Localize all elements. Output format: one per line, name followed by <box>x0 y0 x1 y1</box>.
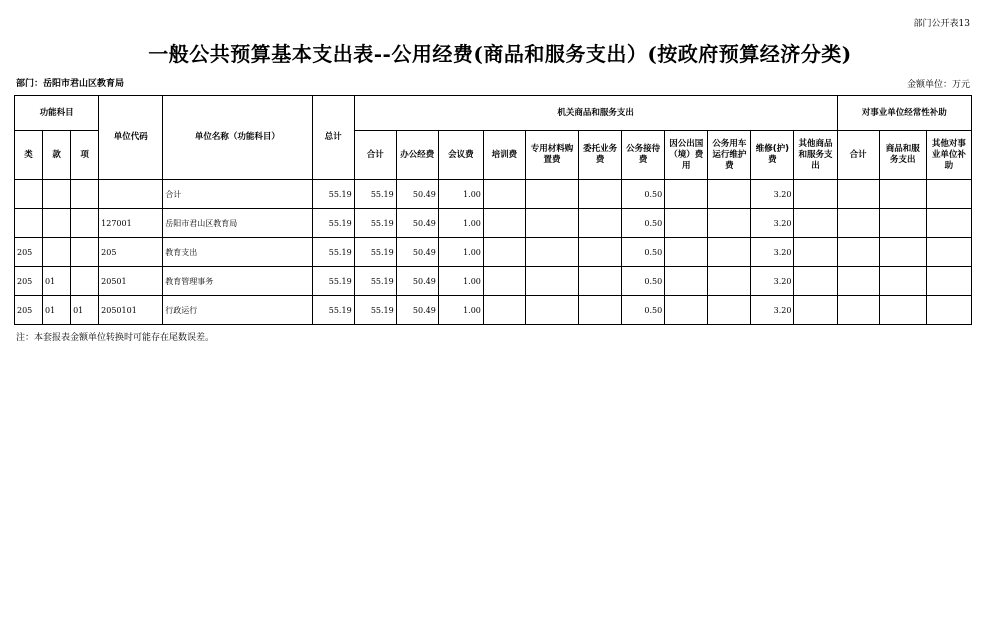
cell-abroad <box>665 296 708 325</box>
header-subsidy-group: 对事业单位经常性补助 <box>837 96 971 131</box>
cell-entrusted <box>579 238 622 267</box>
cell-meeting: 1.00 <box>438 180 483 209</box>
cell-xiang <box>71 209 99 238</box>
cell-sub-subtotal <box>837 209 879 238</box>
cell-sub-other <box>926 296 971 325</box>
footnote: 注：本套报表金额单位转换时可能存在尾数误差。 <box>16 333 215 343</box>
page-title: 一般公共预算基本支出表--公用经费(商品和服务支出）(按政府预算经济分类) <box>148 42 852 66</box>
header-sub-other: 其他对事业单位补助 <box>926 131 971 180</box>
table-row <box>15 180 972 209</box>
cell-sub-goods <box>879 296 926 325</box>
cell-name: 教育支出 <box>163 238 312 267</box>
table-row <box>15 238 972 267</box>
cell-sub-other <box>926 209 971 238</box>
cell-xiang: 01 <box>71 296 99 325</box>
header-unit-name: 单位名称（功能科目） <box>163 96 312 180</box>
cell-total: 55.19 <box>312 296 354 325</box>
department-label: 部门：岳阳市君山区教育局 <box>16 79 125 89</box>
cell-name: 岳阳市君山区教育局 <box>163 209 312 238</box>
cell-office: 50.49 <box>396 267 438 296</box>
cell-sub-goods <box>879 238 926 267</box>
cell-sub-other <box>926 180 971 209</box>
amount-unit-label: 金额单位：万元 <box>906 80 970 90</box>
cell-total: 55.19 <box>312 180 354 209</box>
cell-sub-subtotal <box>837 180 879 209</box>
header-office: 办公经费 <box>396 131 438 180</box>
cell-lei: 205 <box>15 296 43 325</box>
cell-xiang <box>71 238 99 267</box>
cell-materials <box>525 209 578 238</box>
header-lei: 类 <box>15 131 43 180</box>
cell-total: 55.19 <box>312 238 354 267</box>
cell-vehicle <box>708 296 751 325</box>
cell-abroad <box>665 209 708 238</box>
header-entrusted: 委托业务费 <box>579 131 622 180</box>
cell-sub-goods <box>879 209 926 238</box>
table-row <box>15 209 972 238</box>
cell-sub-goods <box>879 180 926 209</box>
cell-vehicle <box>708 209 751 238</box>
cell-sub-subtotal <box>837 267 879 296</box>
cell-total: 55.19 <box>312 267 354 296</box>
cell-code <box>99 180 163 209</box>
cell-training <box>483 180 525 209</box>
cell-lei: 205 <box>15 238 43 267</box>
cell-name: 教育管理事务 <box>163 267 312 296</box>
cell-training <box>483 238 525 267</box>
cell-subtotal: 55.19 <box>354 180 396 209</box>
cell-maintenance: 3.20 <box>751 238 794 267</box>
cell-vehicle <box>708 267 751 296</box>
cell-materials <box>525 180 578 209</box>
cell-kuan <box>43 209 71 238</box>
budget-table <box>14 95 972 325</box>
cell-kuan: 01 <box>43 267 71 296</box>
cell-name: 行政运行 <box>163 296 312 325</box>
header-total: 总计 <box>312 96 354 180</box>
form-number: 部门公开表13 <box>913 19 970 29</box>
cell-sub-subtotal <box>837 296 879 325</box>
header-training: 培训费 <box>483 131 525 180</box>
cell-kuan <box>43 180 71 209</box>
cell-materials <box>525 267 578 296</box>
header-sub-subtotal: 合计 <box>837 131 879 180</box>
cell-materials <box>525 296 578 325</box>
table-row <box>15 267 972 296</box>
cell-xiang <box>71 267 99 296</box>
cell-code: 127001 <box>99 209 163 238</box>
cell-other-goods <box>794 180 837 209</box>
header-abroad: 因公出国（境）费用 <box>665 131 708 180</box>
cell-code: 205 <box>99 238 163 267</box>
cell-other-goods <box>794 209 837 238</box>
cell-subtotal: 55.19 <box>354 209 396 238</box>
cell-subtotal: 55.19 <box>354 267 396 296</box>
cell-office: 50.49 <box>396 238 438 267</box>
header-func-subject: 功能科目 <box>15 96 99 131</box>
cell-sub-other <box>926 267 971 296</box>
cell-reception: 0.50 <box>622 267 665 296</box>
cell-meeting: 1.00 <box>438 267 483 296</box>
header-vehicle: 公务用车运行维护费 <box>708 131 751 180</box>
cell-lei: 205 <box>15 267 43 296</box>
cell-meeting: 1.00 <box>438 209 483 238</box>
cell-entrusted <box>579 209 622 238</box>
cell-sub-subtotal <box>837 238 879 267</box>
cell-entrusted <box>579 296 622 325</box>
cell-sub-goods <box>879 267 926 296</box>
cell-training <box>483 267 525 296</box>
cell-maintenance: 3.20 <box>751 296 794 325</box>
cell-kuan: 01 <box>43 296 71 325</box>
cell-lei <box>15 180 43 209</box>
header-other-goods: 其他商品和服务支出 <box>794 131 837 180</box>
cell-xiang <box>71 180 99 209</box>
cell-subtotal: 55.19 <box>354 238 396 267</box>
header-subtotal: 合计 <box>354 131 396 180</box>
cell-lei <box>15 209 43 238</box>
cell-total: 55.19 <box>312 209 354 238</box>
cell-kuan <box>43 238 71 267</box>
cell-reception: 0.50 <box>622 238 665 267</box>
cell-maintenance: 3.20 <box>751 209 794 238</box>
cell-office: 50.49 <box>396 180 438 209</box>
cell-materials <box>525 238 578 267</box>
header-meeting: 会议费 <box>438 131 483 180</box>
cell-meeting: 1.00 <box>438 238 483 267</box>
cell-sub-other <box>926 238 971 267</box>
header-xiang: 项 <box>71 131 99 180</box>
cell-abroad <box>665 238 708 267</box>
cell-training <box>483 296 525 325</box>
cell-entrusted <box>579 267 622 296</box>
cell-training <box>483 209 525 238</box>
cell-office: 50.49 <box>396 209 438 238</box>
cell-entrusted <box>579 180 622 209</box>
cell-other-goods <box>794 238 837 267</box>
cell-reception: 0.50 <box>622 180 665 209</box>
cell-meeting: 1.00 <box>438 296 483 325</box>
table-row <box>15 296 972 325</box>
cell-abroad <box>665 180 708 209</box>
cell-other-goods <box>794 296 837 325</box>
cell-code: 20501 <box>99 267 163 296</box>
cell-subtotal: 55.19 <box>354 296 396 325</box>
cell-office: 50.49 <box>396 296 438 325</box>
cell-reception: 0.50 <box>622 209 665 238</box>
cell-reception: 0.50 <box>622 296 665 325</box>
cell-name: 合计 <box>163 180 312 209</box>
header-materials: 专用材料购置费 <box>525 131 578 180</box>
cell-maintenance: 3.20 <box>751 180 794 209</box>
header-unit-code: 单位代码 <box>99 96 163 180</box>
cell-code: 2050101 <box>99 296 163 325</box>
cell-other-goods <box>794 267 837 296</box>
cell-abroad <box>665 267 708 296</box>
cell-maintenance: 3.20 <box>751 267 794 296</box>
header-maintenance: 维修(护)费 <box>751 131 794 180</box>
header-reception: 公务接待费 <box>622 131 665 180</box>
cell-vehicle <box>708 238 751 267</box>
header-goods-services-group: 机关商品和服务支出 <box>354 96 837 131</box>
cell-vehicle <box>708 180 751 209</box>
header-kuan: 款 <box>43 131 71 180</box>
header-sub-goods: 商品和服务支出 <box>879 131 926 180</box>
